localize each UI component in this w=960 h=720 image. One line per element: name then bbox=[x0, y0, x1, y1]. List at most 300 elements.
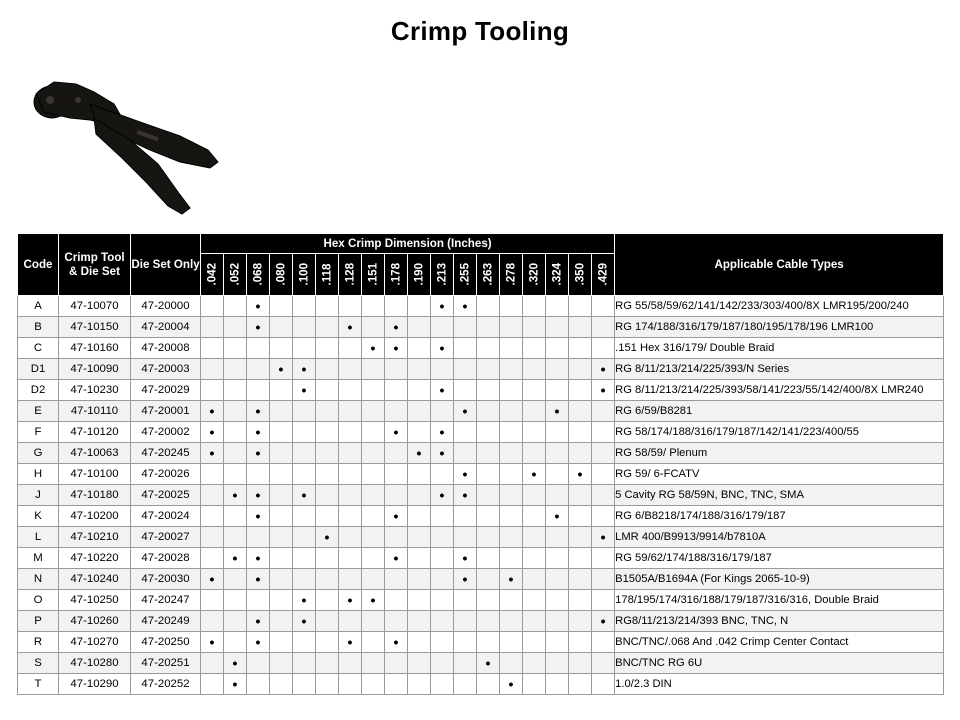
dimension-cell bbox=[477, 359, 500, 380]
dimension-mark: • bbox=[592, 359, 615, 380]
crimp-tool-cell: 47-10230 bbox=[59, 380, 131, 401]
header-hex-dimension: Hex Crimp Dimension (Inches) bbox=[201, 234, 615, 254]
dimension-cell bbox=[569, 569, 592, 590]
table-row bbox=[18, 548, 944, 569]
header-crimp-tool: Crimp Tool & Die Set bbox=[59, 234, 131, 296]
header-dim bbox=[224, 254, 247, 296]
dimension-cell bbox=[224, 338, 247, 359]
dimension-mark: • bbox=[247, 401, 270, 422]
dimension-cell bbox=[224, 317, 247, 338]
dimension-cell bbox=[569, 338, 592, 359]
dimension-cell bbox=[592, 569, 615, 590]
dimension-cell bbox=[339, 359, 362, 380]
header-dim bbox=[201, 254, 224, 296]
dimension-cell bbox=[523, 380, 546, 401]
header-dim bbox=[339, 254, 362, 296]
dimension-mark: • bbox=[592, 611, 615, 632]
dimension-cell bbox=[592, 590, 615, 611]
dimension-cell bbox=[592, 506, 615, 527]
dimension-mark: • bbox=[385, 422, 408, 443]
dimension-cell bbox=[477, 296, 500, 317]
dimension-cell bbox=[477, 632, 500, 653]
dimension-cell bbox=[293, 527, 316, 548]
dimension-cell bbox=[293, 653, 316, 674]
dimension-cell bbox=[316, 464, 339, 485]
header-dim-label: .263 bbox=[481, 262, 495, 286]
dimension-mark: • bbox=[293, 359, 316, 380]
dimension-cell bbox=[362, 296, 385, 317]
dimension-cell bbox=[339, 464, 362, 485]
dimension-cell bbox=[523, 653, 546, 674]
dimension-mark: • bbox=[431, 443, 454, 464]
dimension-cell bbox=[500, 422, 523, 443]
dimension-cell bbox=[431, 317, 454, 338]
header-dim-label: .350 bbox=[573, 262, 587, 286]
dimension-cell bbox=[569, 485, 592, 506]
dimension-cell bbox=[523, 443, 546, 464]
dimension-mark: • bbox=[293, 380, 316, 401]
dimension-cell bbox=[293, 401, 316, 422]
dimension-cell bbox=[408, 569, 431, 590]
code-cell: L bbox=[18, 527, 59, 548]
dimension-cell bbox=[408, 548, 431, 569]
dimension-cell bbox=[270, 296, 293, 317]
dimension-mark: • bbox=[385, 338, 408, 359]
dimension-cell bbox=[454, 632, 477, 653]
dimension-cell bbox=[247, 653, 270, 674]
dimension-cell bbox=[339, 506, 362, 527]
dimension-mark: • bbox=[247, 317, 270, 338]
dimension-cell bbox=[224, 590, 247, 611]
dimension-mark: • bbox=[431, 485, 454, 506]
dimension-cell bbox=[362, 569, 385, 590]
dimension-cell bbox=[569, 590, 592, 611]
dimension-cell bbox=[546, 317, 569, 338]
dimension-mark: • bbox=[247, 506, 270, 527]
dimension-cell bbox=[546, 674, 569, 695]
code-cell: B bbox=[18, 317, 59, 338]
dimension-mark: • bbox=[247, 632, 270, 653]
header-dim bbox=[385, 254, 408, 296]
dimension-cell bbox=[316, 590, 339, 611]
header-dim-label: .151 bbox=[366, 262, 380, 286]
dimension-cell bbox=[454, 317, 477, 338]
header-dim-label: .128 bbox=[343, 262, 357, 286]
dimension-cell bbox=[500, 317, 523, 338]
dimension-cell bbox=[454, 590, 477, 611]
dimension-mark: • bbox=[569, 464, 592, 485]
dimension-cell bbox=[316, 485, 339, 506]
applicable-cable-cell: BNC/TNC RG 6U bbox=[615, 653, 944, 674]
header-dim bbox=[477, 254, 500, 296]
dimension-cell bbox=[546, 296, 569, 317]
dimension-cell bbox=[270, 485, 293, 506]
header-dim-label: .178 bbox=[389, 262, 403, 286]
dimension-cell bbox=[546, 590, 569, 611]
dimension-cell bbox=[316, 632, 339, 653]
die-set-cell: 47-20252 bbox=[131, 674, 201, 695]
dimension-cell bbox=[408, 485, 431, 506]
header-dim bbox=[247, 254, 270, 296]
dimension-cell bbox=[454, 422, 477, 443]
header-dim bbox=[431, 254, 454, 296]
code-cell: D2 bbox=[18, 380, 59, 401]
crimp-tool-cell: 47-10200 bbox=[59, 506, 131, 527]
dimension-cell bbox=[362, 380, 385, 401]
dimension-cell bbox=[339, 653, 362, 674]
dimension-cell bbox=[316, 317, 339, 338]
dimension-cell bbox=[477, 548, 500, 569]
die-set-cell: 47-20250 bbox=[131, 632, 201, 653]
die-set-cell: 47-20251 bbox=[131, 653, 201, 674]
crimp-tool-cell: 47-10090 bbox=[59, 359, 131, 380]
dimension-cell bbox=[339, 422, 362, 443]
die-set-cell: 47-20245 bbox=[131, 443, 201, 464]
dimension-cell bbox=[270, 590, 293, 611]
dimension-cell bbox=[408, 653, 431, 674]
dimension-cell bbox=[293, 422, 316, 443]
crimp-tool-cell: 47-10210 bbox=[59, 527, 131, 548]
dimension-cell bbox=[316, 653, 339, 674]
table-row bbox=[18, 296, 944, 317]
dimension-mark: • bbox=[224, 653, 247, 674]
dimension-cell bbox=[408, 296, 431, 317]
dimension-cell bbox=[500, 464, 523, 485]
dimension-cell bbox=[316, 443, 339, 464]
dimension-cell bbox=[270, 674, 293, 695]
crimp-tool-cell: 47-10120 bbox=[59, 422, 131, 443]
dimension-cell bbox=[224, 611, 247, 632]
dimension-cell bbox=[270, 548, 293, 569]
dimension-cell bbox=[247, 338, 270, 359]
dimension-cell bbox=[408, 422, 431, 443]
dimension-mark: • bbox=[477, 653, 500, 674]
dimension-cell bbox=[569, 422, 592, 443]
dimension-cell bbox=[454, 527, 477, 548]
dimension-cell bbox=[270, 380, 293, 401]
dimension-cell bbox=[546, 632, 569, 653]
header-dim-label: .324 bbox=[550, 262, 564, 286]
dimension-cell bbox=[523, 674, 546, 695]
dimension-cell bbox=[293, 569, 316, 590]
dimension-cell bbox=[339, 296, 362, 317]
code-cell: O bbox=[18, 590, 59, 611]
dimension-cell bbox=[316, 380, 339, 401]
dimension-cell bbox=[477, 611, 500, 632]
dimension-cell bbox=[224, 506, 247, 527]
applicable-cable-cell: RG 58/59/ Plenum bbox=[615, 443, 944, 464]
dimension-cell bbox=[316, 296, 339, 317]
dimension-cell bbox=[454, 359, 477, 380]
dimension-cell bbox=[431, 506, 454, 527]
dimension-cell bbox=[316, 569, 339, 590]
dimension-cell bbox=[523, 338, 546, 359]
header-die-set: Die Set Only bbox=[131, 234, 201, 296]
dimension-cell bbox=[385, 296, 408, 317]
dimension-cell bbox=[523, 632, 546, 653]
dimension-cell bbox=[477, 506, 500, 527]
dimension-mark: • bbox=[247, 611, 270, 632]
table-row bbox=[18, 464, 944, 485]
header-dim-label: .052 bbox=[228, 262, 242, 286]
dimension-cell bbox=[362, 401, 385, 422]
crimp-tool-cell: 47-10220 bbox=[59, 548, 131, 569]
dimension-cell bbox=[523, 401, 546, 422]
dimension-cell bbox=[362, 611, 385, 632]
dimension-mark: • bbox=[293, 590, 316, 611]
dimension-cell bbox=[523, 548, 546, 569]
dimension-cell bbox=[385, 380, 408, 401]
dimension-cell bbox=[592, 464, 615, 485]
dimension-cell bbox=[224, 569, 247, 590]
code-cell: J bbox=[18, 485, 59, 506]
dimension-cell bbox=[201, 380, 224, 401]
header-dim-label: .190 bbox=[412, 262, 426, 286]
dimension-cell bbox=[201, 485, 224, 506]
dimension-mark: • bbox=[546, 506, 569, 527]
dimension-cell bbox=[362, 506, 385, 527]
dimension-cell bbox=[385, 674, 408, 695]
die-set-cell: 47-20249 bbox=[131, 611, 201, 632]
table-row bbox=[18, 338, 944, 359]
crimp-tool-cell: 47-10250 bbox=[59, 590, 131, 611]
dimension-cell bbox=[546, 443, 569, 464]
dimension-mark: • bbox=[270, 359, 293, 380]
dimension-mark: • bbox=[247, 485, 270, 506]
dimension-cell bbox=[316, 506, 339, 527]
dimension-cell bbox=[592, 338, 615, 359]
dimension-cell bbox=[592, 422, 615, 443]
table-row bbox=[18, 380, 944, 401]
dimension-cell bbox=[224, 380, 247, 401]
code-cell: N bbox=[18, 569, 59, 590]
table-row bbox=[18, 401, 944, 422]
dimension-cell bbox=[477, 422, 500, 443]
dimension-mark: • bbox=[224, 674, 247, 695]
header-dim-label: .080 bbox=[274, 262, 288, 286]
dimension-cell bbox=[500, 527, 523, 548]
dimension-cell bbox=[408, 674, 431, 695]
dimension-mark: • bbox=[454, 548, 477, 569]
header-dim-label: .255 bbox=[458, 262, 472, 286]
dimension-cell bbox=[454, 443, 477, 464]
dimension-cell bbox=[546, 569, 569, 590]
dimension-cell bbox=[224, 527, 247, 548]
dimension-cell bbox=[431, 653, 454, 674]
dimension-mark: • bbox=[201, 401, 224, 422]
dimension-cell bbox=[523, 590, 546, 611]
dimension-mark: • bbox=[293, 611, 316, 632]
dimension-cell bbox=[408, 317, 431, 338]
dimension-mark: • bbox=[431, 380, 454, 401]
crimp-tool-cell: 47-10110 bbox=[59, 401, 131, 422]
code-cell: H bbox=[18, 464, 59, 485]
table-row bbox=[18, 632, 944, 653]
dimension-cell bbox=[546, 422, 569, 443]
dimension-cell bbox=[500, 443, 523, 464]
dimension-cell bbox=[592, 548, 615, 569]
dimension-mark: • bbox=[247, 296, 270, 317]
die-set-cell: 47-20000 bbox=[131, 296, 201, 317]
header-dim-label: .118 bbox=[320, 263, 334, 286]
dimension-cell bbox=[201, 464, 224, 485]
dimension-mark: • bbox=[201, 569, 224, 590]
dimension-cell bbox=[270, 506, 293, 527]
dimension-mark: • bbox=[339, 632, 362, 653]
dimension-cell bbox=[270, 632, 293, 653]
dimension-cell bbox=[408, 464, 431, 485]
dimension-mark: • bbox=[201, 632, 224, 653]
crimp-tool-cell: 47-10160 bbox=[59, 338, 131, 359]
crimp-tool-cell: 47-10280 bbox=[59, 653, 131, 674]
dimension-cell bbox=[362, 422, 385, 443]
code-cell: C bbox=[18, 338, 59, 359]
applicable-cable-cell: LMR 400/B9913/9914/b7810A bbox=[615, 527, 944, 548]
dimension-mark: • bbox=[500, 674, 523, 695]
dimension-cell bbox=[362, 674, 385, 695]
header-dim bbox=[500, 254, 523, 296]
header-applicable-cables: Applicable Cable Types bbox=[615, 234, 944, 296]
table-row bbox=[18, 653, 944, 674]
die-set-cell: 47-20025 bbox=[131, 485, 201, 506]
dimension-cell bbox=[385, 464, 408, 485]
die-set-cell: 47-20024 bbox=[131, 506, 201, 527]
dimension-mark: • bbox=[408, 443, 431, 464]
header-dim-label: .320 bbox=[527, 262, 541, 286]
die-set-cell: 47-20027 bbox=[131, 527, 201, 548]
header-dim-label: .068 bbox=[251, 262, 265, 286]
dimension-cell bbox=[546, 380, 569, 401]
applicable-cable-cell: RG 8/11/213/214/225/393/N Series bbox=[615, 359, 944, 380]
dimension-mark: • bbox=[431, 422, 454, 443]
header-dim-label: .429 bbox=[596, 262, 610, 286]
table-row bbox=[18, 317, 944, 338]
dimension-cell bbox=[362, 485, 385, 506]
dimension-mark: • bbox=[431, 296, 454, 317]
applicable-cable-cell: RG 59/62/174/188/316/179/187 bbox=[615, 548, 944, 569]
dimension-cell bbox=[247, 527, 270, 548]
header-code: Code bbox=[18, 234, 59, 296]
dimension-cell bbox=[316, 401, 339, 422]
dimension-cell bbox=[362, 527, 385, 548]
header-dim bbox=[316, 254, 339, 296]
dimension-mark: • bbox=[224, 548, 247, 569]
dimension-cell bbox=[270, 569, 293, 590]
header-dim bbox=[293, 254, 316, 296]
dimension-cell bbox=[247, 590, 270, 611]
die-set-cell: 47-20247 bbox=[131, 590, 201, 611]
crimp-tool-cell: 47-10290 bbox=[59, 674, 131, 695]
dimension-cell bbox=[500, 296, 523, 317]
dimension-cell bbox=[546, 611, 569, 632]
applicable-cable-cell: RG 58/174/188/316/179/187/142/141/223/400/55 bbox=[615, 422, 944, 443]
dimension-cell bbox=[408, 506, 431, 527]
dimension-cell bbox=[293, 548, 316, 569]
dimension-cell bbox=[270, 527, 293, 548]
dimension-cell bbox=[408, 632, 431, 653]
dimension-cell bbox=[339, 527, 362, 548]
dimension-mark: • bbox=[339, 590, 362, 611]
dimension-cell bbox=[431, 611, 454, 632]
header-dim bbox=[454, 254, 477, 296]
dimension-cell bbox=[477, 590, 500, 611]
dimension-cell bbox=[500, 611, 523, 632]
dimension-cell bbox=[546, 548, 569, 569]
table-row bbox=[18, 443, 944, 464]
dimension-cell bbox=[201, 590, 224, 611]
dimension-cell bbox=[546, 338, 569, 359]
applicable-cable-cell: RG 6/B8218/174/188/316/179/187 bbox=[615, 506, 944, 527]
dimension-cell bbox=[592, 296, 615, 317]
dimension-cell bbox=[270, 611, 293, 632]
applicable-cable-cell: B1505A/B1694A (For Kings 2065-10-9) bbox=[615, 569, 944, 590]
dimension-cell bbox=[431, 359, 454, 380]
dimension-cell bbox=[339, 401, 362, 422]
table-row bbox=[18, 611, 944, 632]
dimension-cell bbox=[408, 527, 431, 548]
die-set-cell: 47-20004 bbox=[131, 317, 201, 338]
dimension-cell bbox=[362, 653, 385, 674]
dimension-cell bbox=[316, 422, 339, 443]
dimension-cell bbox=[201, 296, 224, 317]
dimension-cell bbox=[362, 317, 385, 338]
applicable-cable-cell: 1.0/2.3 DIN bbox=[615, 674, 944, 695]
dimension-cell bbox=[569, 443, 592, 464]
dimension-cell bbox=[592, 632, 615, 653]
dimension-cell bbox=[224, 422, 247, 443]
dimension-cell bbox=[247, 359, 270, 380]
applicable-cable-cell: 5 Cavity RG 58/59N, BNC, TNC, SMA bbox=[615, 485, 944, 506]
dimension-cell bbox=[477, 338, 500, 359]
applicable-cable-cell: RG8/11/213/214/393 BNC, TNC, N bbox=[615, 611, 944, 632]
dimension-cell bbox=[500, 380, 523, 401]
applicable-cable-cell: 178/195/174/316/188/179/187/316/316, Double Braid bbox=[615, 590, 944, 611]
dimension-cell bbox=[293, 338, 316, 359]
dimension-cell bbox=[339, 338, 362, 359]
dimension-cell bbox=[500, 338, 523, 359]
header-dim bbox=[592, 254, 615, 296]
dimension-cell bbox=[431, 548, 454, 569]
dimension-cell bbox=[569, 548, 592, 569]
crimp-tool-cell: 47-10150 bbox=[59, 317, 131, 338]
dimension-mark: • bbox=[454, 464, 477, 485]
crimp-tool-image bbox=[30, 74, 225, 219]
table-row bbox=[18, 569, 944, 590]
dimension-cell bbox=[592, 443, 615, 464]
dimension-mark: • bbox=[293, 485, 316, 506]
dimension-cell bbox=[201, 527, 224, 548]
dimension-mark: • bbox=[385, 632, 408, 653]
table-row bbox=[18, 485, 944, 506]
dimension-cell bbox=[569, 380, 592, 401]
dimension-cell bbox=[523, 359, 546, 380]
dimension-cell bbox=[454, 611, 477, 632]
dimension-cell bbox=[454, 653, 477, 674]
dimension-cell bbox=[293, 674, 316, 695]
crimp-tool-cell: 47-10260 bbox=[59, 611, 131, 632]
crimp-tool-cell: 47-10240 bbox=[59, 569, 131, 590]
dimension-cell bbox=[247, 674, 270, 695]
dimension-cell bbox=[316, 338, 339, 359]
dimension-cell bbox=[316, 674, 339, 695]
header-dim bbox=[408, 254, 431, 296]
dimension-cell bbox=[431, 569, 454, 590]
dimension-cell bbox=[385, 569, 408, 590]
code-cell: P bbox=[18, 611, 59, 632]
die-set-cell: 47-20028 bbox=[131, 548, 201, 569]
dimension-cell bbox=[569, 359, 592, 380]
dimension-cell bbox=[500, 590, 523, 611]
